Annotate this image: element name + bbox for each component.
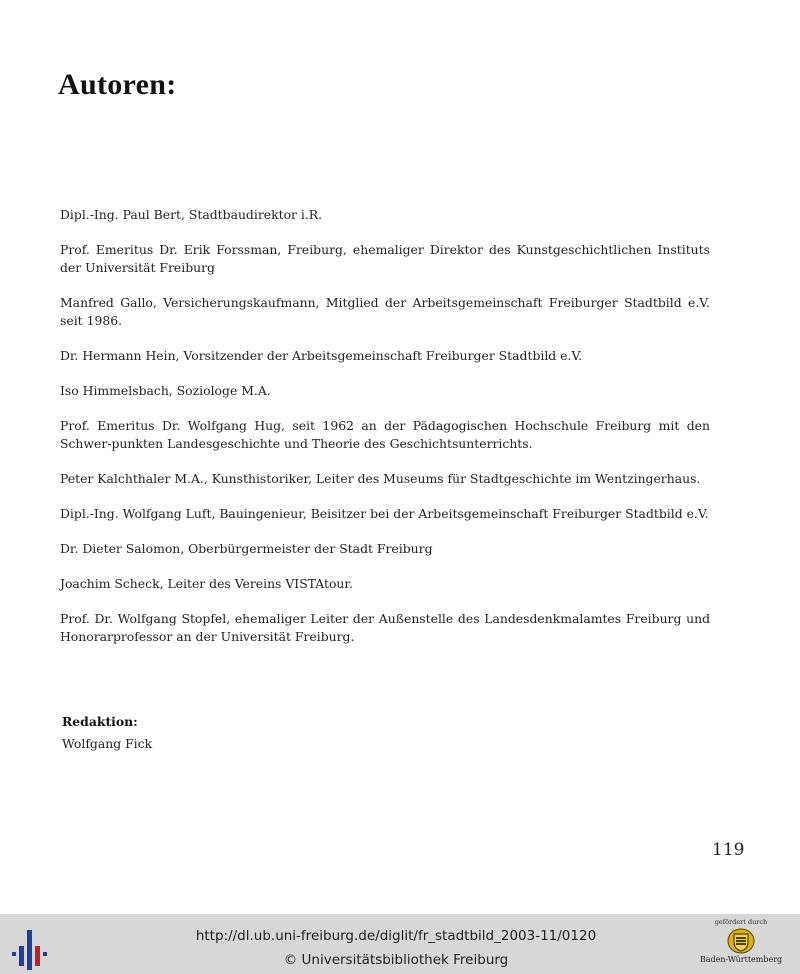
page-number: 119 (712, 840, 745, 860)
author-entry-himmelsbach: Iso Himmelsbach, Soziologe M.A. (60, 383, 271, 398)
sponsor-bottom-text: Baden-Württemberg (699, 955, 783, 964)
author-list (60, 206, 710, 663)
author-entry-salomon: Dr. Dieter Salomon, Oberbürgermeister der Stadt Freiburg (60, 541, 433, 556)
copyright-text: © Universitätsbibliothek Freiburg (283, 952, 509, 968)
viewer-footer (0, 914, 800, 974)
sponsor-top-text: gefördert durch (714, 918, 768, 926)
document-url-link[interactable]: http://dl.ub.uni-freiburg.de/diglit/fr_stadtbild_2003-11/0120 (195, 928, 597, 944)
author-entry-gallo: Manfred Gallo, Versicherungskaufmann, Mitglied der Arbeitsgemeinschaft Freiburger Stadtbild e.V. seit 1986. (60, 295, 710, 328)
author-entry-hug: Prof. Emeritus Dr. Wolfgang Hug, seit 1962 an der Pädagogischen Hochschule Freiburg mit den Schwer-punkten Landesgeschichte und Theorie des Geschichtsunterrichts. (60, 418, 710, 451)
author-entry-forssman: Prof. Emeritus Dr. Erik Forssman, Freiburg, ehemaliger Direktor des Kunstgeschichtlichen Instituts der Universität Freiburg (60, 242, 710, 275)
author-entry-luft: Dipl.-Ing. Wolfgang Luft, Bauingenieur, Beisitzer bei der Arbeitsgemeinschaft Freiburger Stadtbild e.V. (60, 506, 709, 521)
author-entry-hein: Dr. Hermann Hein, Vorsitzender der Arbeitsgemeinschaft Freiburger Stadtbild e.V. (60, 348, 583, 363)
sponsor-badge (688, 918, 794, 972)
author-entry-kalchthaler: Peter Kalchthaler M.A., Kunsthistoriker, Leiter des Museums für Stadtgeschichte im Wentzingerhaus. (60, 471, 701, 486)
redaktion-name: Wolfgang Fick (62, 736, 153, 751)
author-entry-scheck: Joachim Scheck, Leiter des Vereins VISTAtour. (60, 576, 353, 591)
author-entry-bert: Dipl.-Ing. Paul Bert, Stadtbaudirektor i.R. (60, 207, 323, 222)
author-entry-stopfel: Prof. Dr. Wolfgang Stopfel, ehemaliger Leiter der Außenstelle des Landesdenkmalamtes Freiburg und Honorarprofessor an der Universität Freiburg. (60, 611, 710, 644)
redaktion-label: Redaktion: (62, 714, 138, 729)
page-title: Autoren: (58, 68, 177, 101)
coat-of-arms-icon (721, 927, 761, 955)
